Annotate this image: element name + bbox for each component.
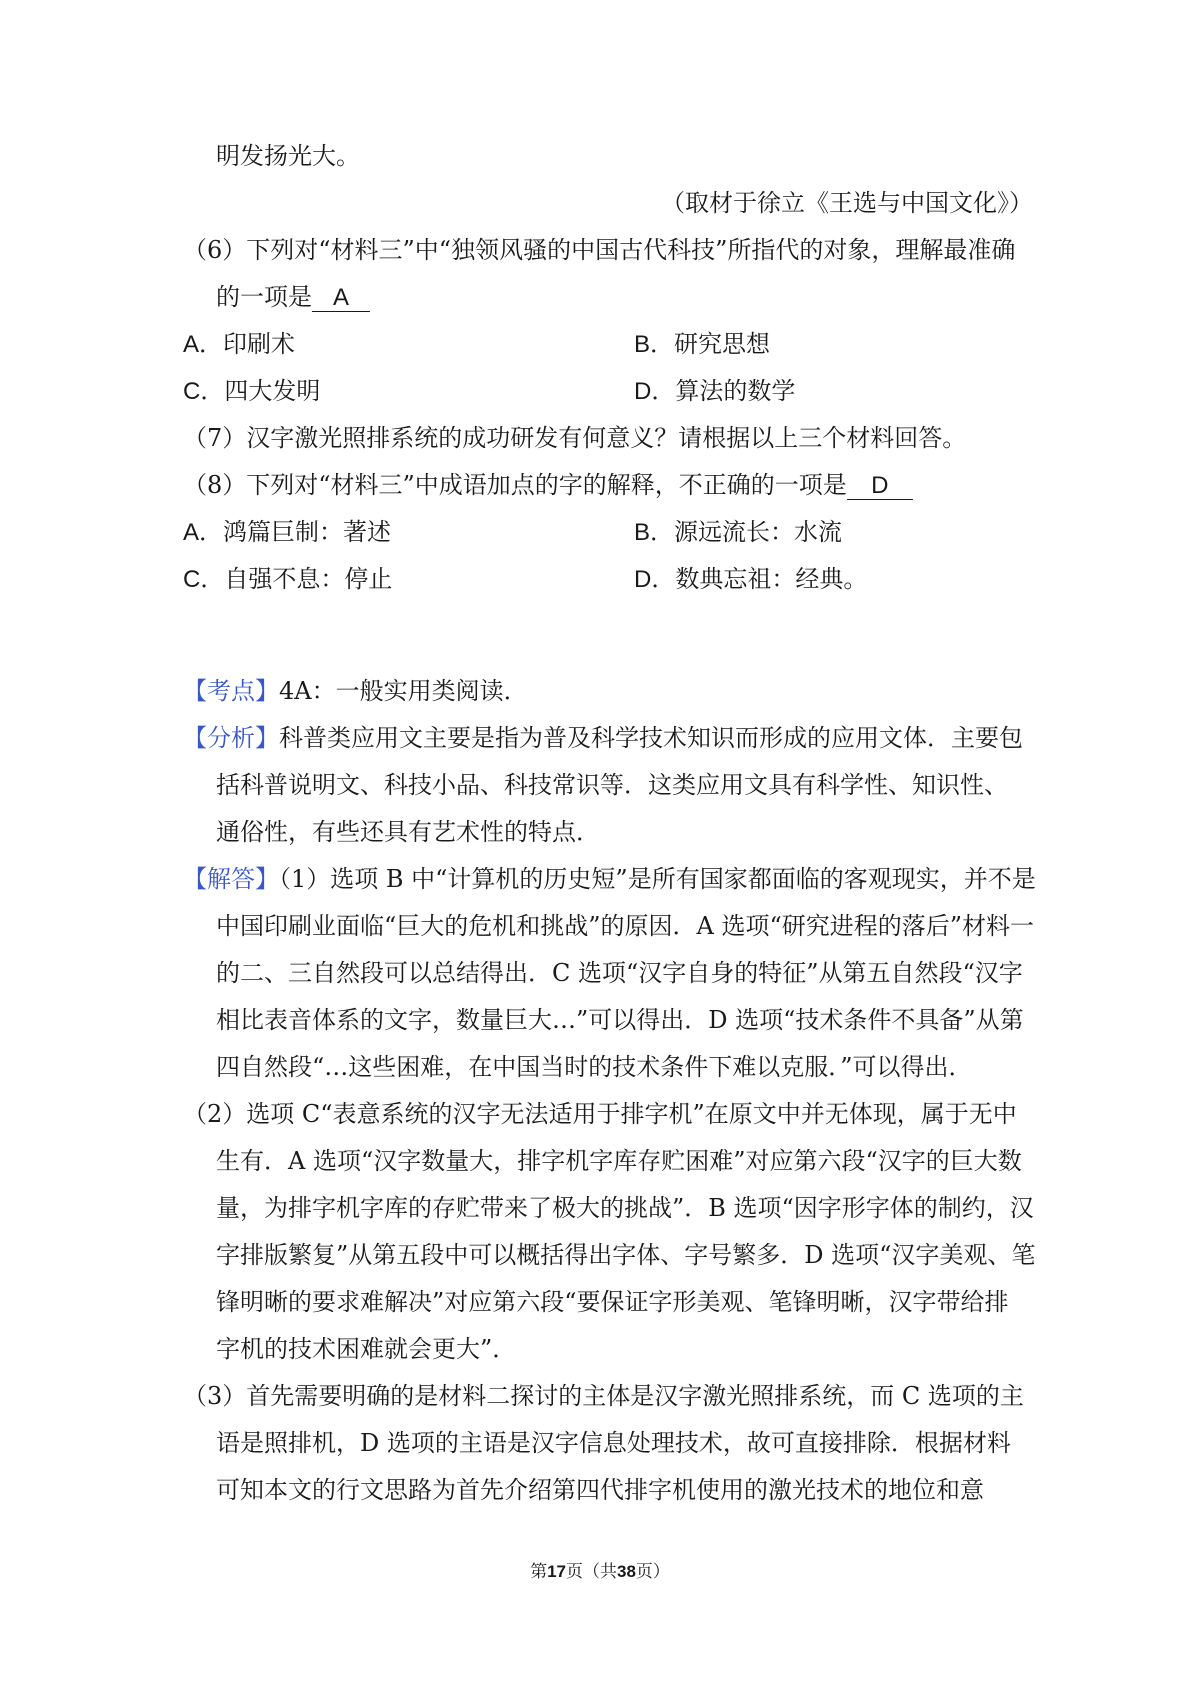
q6-stem-line1: （6）下列对“材料三”中“独领风骚的中国古代科技”所指代的对象，理解最准确: [183, 236, 1016, 264]
fenxi-line3: 通俗性，有些还具有艺术性的特点．: [216, 818, 600, 846]
option-label: B．: [634, 519, 675, 546]
option-label: B．: [634, 331, 675, 358]
jieda-text: （1）选项 B 中“计算机的历史短”是所有国家都面临的客观现实，并不是: [279, 865, 1036, 893]
option-text: 自强不息：停止: [224, 565, 393, 593]
jieda-p3-line1: （3）首先需要明确的是材料二探讨的主体是汉字激光照排系统，而 C 选项的主: [183, 1382, 1024, 1410]
q6-option-b: [634, 329, 770, 360]
source-citation: （取材于徐立《王选与中国文化》）: [661, 189, 1033, 217]
option-text: 四大发明: [224, 377, 321, 405]
option-label: A．: [183, 331, 224, 358]
kaodian-text: 4A：一般实用类阅读．: [279, 677, 528, 705]
q8-option-d: [634, 564, 867, 595]
q6-option-a: [183, 329, 295, 360]
jieda-p1-line1: [183, 864, 1036, 894]
option-label: D．: [634, 566, 676, 593]
option-text: 印刷术: [223, 330, 296, 358]
footer-suffix: 页）: [635, 1562, 670, 1582]
fenxi-text: 科普类应用文主要是指为普及科学技术知识而形成的应用文体．主要包: [279, 724, 1023, 752]
q5-tail-text: 明发扬光大。: [216, 142, 360, 170]
page-footer: [0, 1560, 1200, 1584]
jieda-p2-line2: 生有．A 选项“汉字数量大，排字机字库存贮困难”对应第六段“汉字的巨大数: [216, 1147, 1022, 1175]
jieda-p1-line2: 中国印刷业面临“巨大的危机和挑战”的原因．A 选项“研究进程的落后”材料一: [216, 912, 1035, 940]
q6-answer-blank: A: [312, 285, 370, 312]
jieda-p2-line5: 锋明晰的要求难解决”对应第六段“要保证字形美观、笔锋明晰，汉字带给排: [216, 1288, 1009, 1316]
option-text: 鸿篇巨制：著述: [223, 518, 392, 546]
jieda-p2-line3: 量，为排字机字库的存贮带来了极大的挑战”．B 选项“因字形字体的制约，汉: [216, 1194, 1034, 1222]
jieda-p2-line6: 字机的技术困难就会更大”．: [216, 1335, 517, 1363]
option-text: 算法的数学: [675, 377, 796, 405]
jieda-p3-line2: 语是照排机，D 选项的主语是汉字信息处理技术，故可直接排除．根据材料: [216, 1429, 1011, 1457]
jieda-p1-line3: 的二、三自然段可以总结得出．C 选项“汉字自身的特征”从第五自然段“汉字: [216, 959, 1023, 987]
footer-middle: 页（共: [566, 1562, 617, 1582]
jieda-p1-line5: 四自然段“…这些困难，在中国当时的技术条件下难以克服．”可以得出．: [216, 1053, 973, 1081]
jieda-p2-line1: （2）选项 C“表意系统的汉字无法适用于排字机”在原文中并无体现，属于无中: [183, 1100, 1017, 1128]
footer-page-number: 17: [547, 1562, 566, 1581]
q8-option-b: [634, 517, 842, 548]
jieda-p3-line3: 可知本文的行文思路为首先介绍第四代排字机使用的激光技术的地位和意: [216, 1476, 984, 1504]
option-text: 数典忘祖：经典。: [675, 565, 868, 593]
jieda-p2-line4: 字排版繁复”从第五段中可以概括得出字体、字号繁多．D 选项“汉字美观、笔: [216, 1241, 1036, 1269]
option-text: 源远流长：水流: [674, 518, 843, 546]
option-label: C．: [183, 566, 225, 593]
kaodian-line: [183, 676, 528, 706]
option-label: A．: [183, 519, 224, 546]
footer-prefix: 第: [530, 1562, 548, 1582]
q6-option-d: [634, 376, 795, 407]
q8-stem-text: （8）下列对“材料三”中成语加点的字的解释，不正确的一项是: [183, 471, 847, 499]
q8-option-c: [183, 564, 392, 595]
q6-stem-line2: [216, 282, 370, 312]
q8-answer-blank: D: [847, 473, 913, 500]
jieda-tag: 【解答】: [183, 865, 279, 893]
q8-stem: [183, 470, 913, 500]
jieda-p1-line4: 相比表音体系的文字，数量巨大…”可以得出．D 选项“技术条件不具备”从第: [216, 1006, 1024, 1034]
q7-stem: （7）汉字激光照排系统的成功研发有何意义？请根据以上三个材料回答。: [183, 424, 967, 452]
option-label: C．: [183, 378, 225, 405]
q6-option-c: [183, 376, 320, 407]
fenxi-tag: 【分析】: [183, 724, 279, 752]
q6-stem-text: 的一项是: [216, 283, 312, 311]
q8-option-a: [183, 517, 391, 548]
fenxi-line2: 括科普说明文、科技小品、科技常识等．这类应用文具有科学性、知识性、: [216, 771, 1008, 799]
option-text: 研究思想: [674, 330, 771, 358]
footer-total-pages: 38: [617, 1562, 636, 1581]
kaodian-tag: 【考点】: [183, 677, 279, 705]
option-label: D．: [634, 378, 676, 405]
fenxi-line1: [183, 723, 1023, 753]
